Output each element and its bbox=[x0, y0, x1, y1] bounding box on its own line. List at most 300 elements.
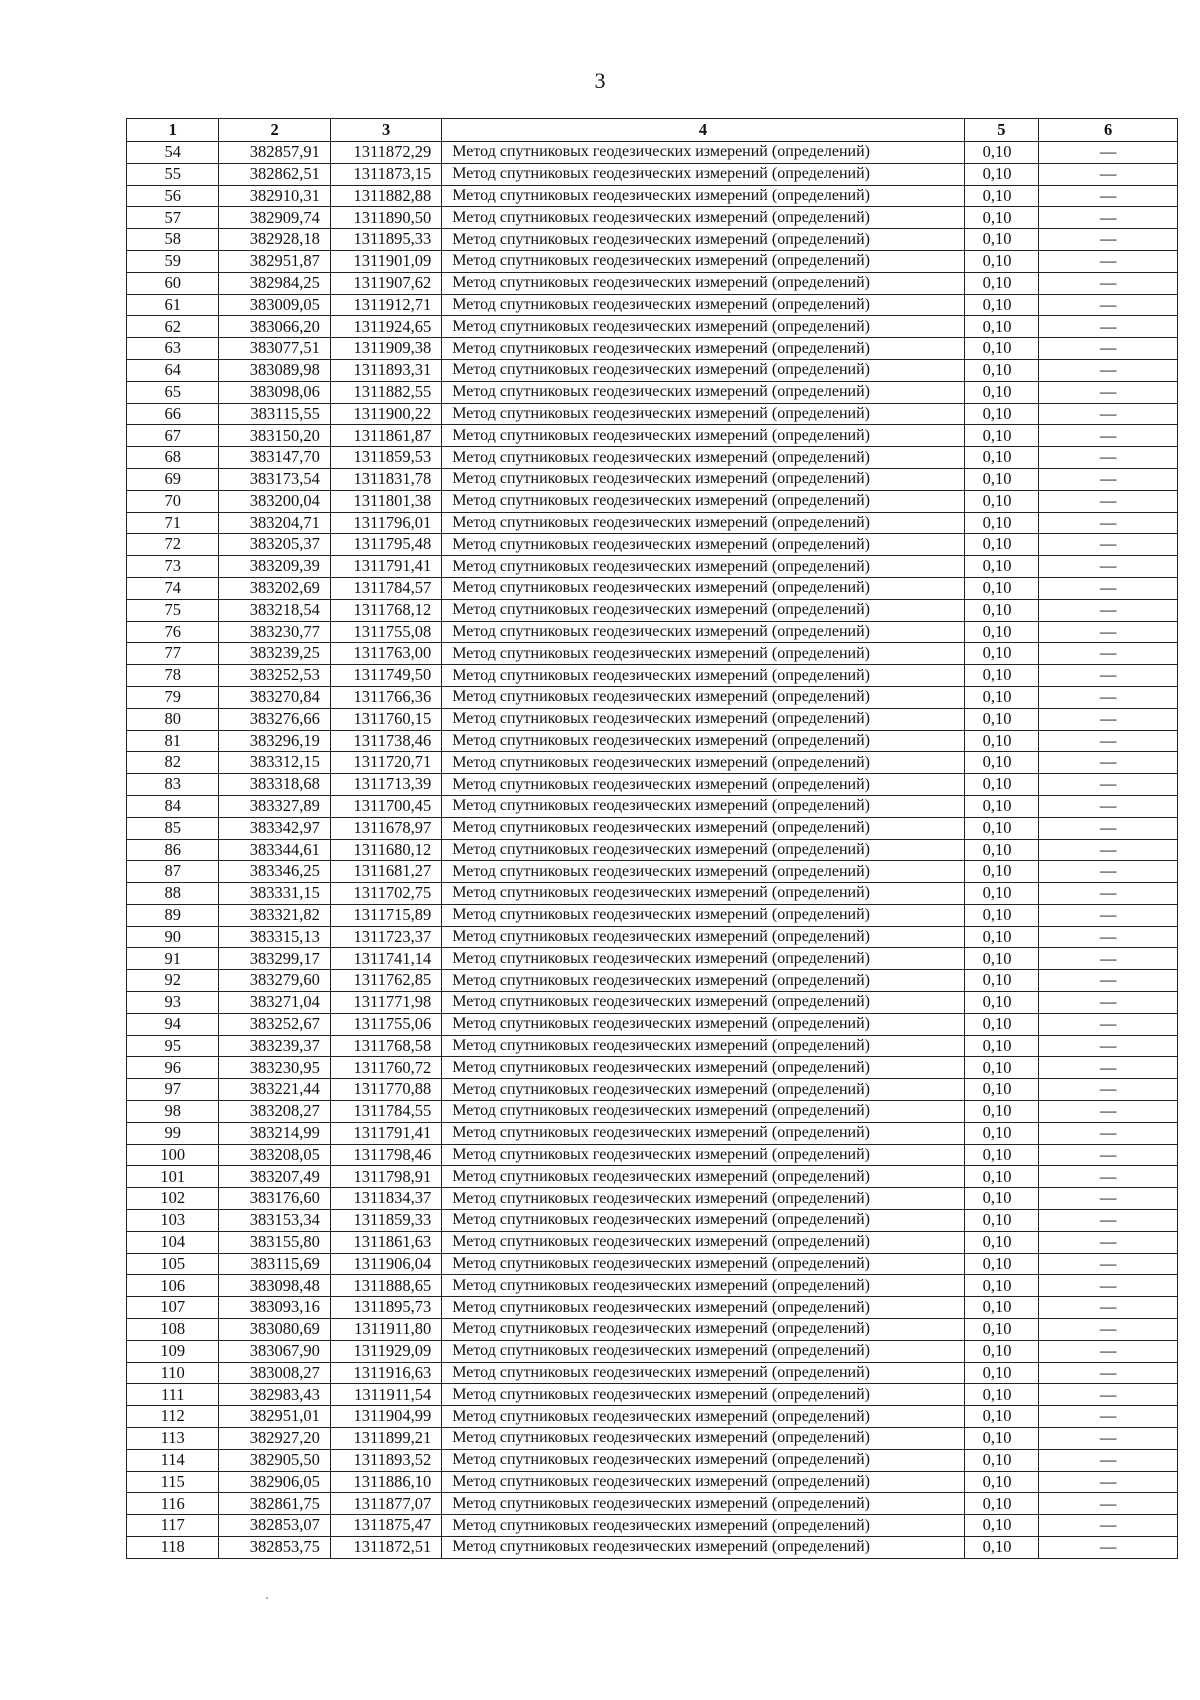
table-row bbox=[127, 207, 1178, 229]
table-row bbox=[127, 359, 1178, 381]
y-coordinate-cell: 1311795,48 bbox=[330, 534, 441, 556]
x-coordinate-cell: 383200,04 bbox=[219, 490, 330, 512]
y-coordinate-cell: 1311784,55 bbox=[330, 1101, 441, 1123]
point-number-cell: 86 bbox=[127, 839, 219, 861]
accuracy-cell: 0,10 bbox=[964, 1493, 1039, 1515]
accuracy-cell: 0,10 bbox=[964, 1384, 1039, 1406]
point-number-cell: 75 bbox=[127, 599, 219, 621]
accuracy-cell: 0,10 bbox=[964, 904, 1039, 926]
point-number-cell: 81 bbox=[127, 730, 219, 752]
method-cell: Метод спутниковых геодезических измерений (определений) bbox=[442, 1035, 964, 1057]
accuracy-cell: 0,10 bbox=[964, 1471, 1039, 1493]
scan-speck bbox=[266, 1597, 268, 1599]
accuracy-cell: 0,10 bbox=[964, 163, 1039, 185]
x-coordinate-cell: 383067,90 bbox=[219, 1340, 330, 1362]
accuracy-cell: 0,10 bbox=[964, 839, 1039, 861]
table-row bbox=[127, 1101, 1178, 1123]
note-cell: — bbox=[1039, 403, 1178, 425]
note-cell: — bbox=[1039, 229, 1178, 251]
x-coordinate-cell: 383147,70 bbox=[219, 447, 330, 469]
accuracy-cell: 0,10 bbox=[964, 1188, 1039, 1210]
accuracy-cell: 0,10 bbox=[964, 142, 1039, 164]
point-number-cell: 83 bbox=[127, 774, 219, 796]
x-coordinate-cell: 383296,19 bbox=[219, 730, 330, 752]
y-coordinate-cell: 1311877,07 bbox=[330, 1493, 441, 1515]
table-row bbox=[127, 142, 1178, 164]
point-number-cell: 63 bbox=[127, 338, 219, 360]
accuracy-cell: 0,10 bbox=[964, 708, 1039, 730]
point-number-cell: 78 bbox=[127, 665, 219, 687]
method-cell: Метод спутниковых геодезических измерений (определений) bbox=[442, 1188, 964, 1210]
y-coordinate-cell: 1311801,38 bbox=[330, 490, 441, 512]
point-number-cell: 104 bbox=[127, 1231, 219, 1253]
y-coordinate-cell: 1311916,63 bbox=[330, 1362, 441, 1384]
note-cell: — bbox=[1039, 425, 1178, 447]
table-row bbox=[127, 316, 1178, 338]
accuracy-cell: 0,10 bbox=[964, 621, 1039, 643]
x-coordinate-cell: 383205,37 bbox=[219, 534, 330, 556]
y-coordinate-cell: 1311861,87 bbox=[330, 425, 441, 447]
header-col-4: 4 bbox=[442, 119, 964, 142]
note-cell: — bbox=[1039, 708, 1178, 730]
point-number-cell: 55 bbox=[127, 163, 219, 185]
method-cell: Метод спутниковых геодезических измерений (определений) bbox=[442, 425, 964, 447]
table-row bbox=[127, 904, 1178, 926]
method-cell: Метод спутниковых геодезических измерений (определений) bbox=[442, 926, 964, 948]
y-coordinate-cell: 1311888,65 bbox=[330, 1275, 441, 1297]
x-coordinate-cell: 382853,07 bbox=[219, 1515, 330, 1537]
x-coordinate-cell: 383331,15 bbox=[219, 883, 330, 905]
method-cell: Метод спутниковых геодезических измерений (определений) bbox=[442, 142, 964, 164]
note-cell: — bbox=[1039, 1253, 1178, 1275]
method-cell: Метод спутниковых геодезических измерений (определений) bbox=[442, 229, 964, 251]
note-cell: — bbox=[1039, 1297, 1178, 1319]
table-header bbox=[127, 119, 1178, 142]
x-coordinate-cell: 382951,01 bbox=[219, 1406, 330, 1428]
note-cell: — bbox=[1039, 359, 1178, 381]
accuracy-cell: 0,10 bbox=[964, 447, 1039, 469]
method-cell: Метод спутниковых геодезических измерений (определений) bbox=[442, 577, 964, 599]
note-cell: — bbox=[1039, 381, 1178, 403]
x-coordinate-cell: 383093,16 bbox=[219, 1297, 330, 1319]
note-cell: — bbox=[1039, 621, 1178, 643]
note-cell: — bbox=[1039, 665, 1178, 687]
y-coordinate-cell: 1311796,01 bbox=[330, 512, 441, 534]
method-cell: Метод спутниковых геодезических измерений (определений) bbox=[442, 1537, 964, 1559]
table-row bbox=[127, 229, 1178, 251]
method-cell: Метод спутниковых геодезических измерений (определений) bbox=[442, 250, 964, 272]
x-coordinate-cell: 383155,80 bbox=[219, 1231, 330, 1253]
table-row bbox=[127, 1515, 1178, 1537]
x-coordinate-cell: 383239,37 bbox=[219, 1035, 330, 1057]
x-coordinate-cell: 383344,61 bbox=[219, 839, 330, 861]
accuracy-cell: 0,10 bbox=[964, 1079, 1039, 1101]
method-cell: Метод спутниковых геодезических измерений (определений) bbox=[442, 1101, 964, 1123]
y-coordinate-cell: 1311893,52 bbox=[330, 1449, 441, 1471]
method-cell: Метод спутниковых геодезических измерений (определений) bbox=[442, 1122, 964, 1144]
point-number-cell: 102 bbox=[127, 1188, 219, 1210]
method-cell: Метод спутниковых геодезических измерений (определений) bbox=[442, 904, 964, 926]
point-number-cell: 64 bbox=[127, 359, 219, 381]
note-cell: — bbox=[1039, 577, 1178, 599]
y-coordinate-cell: 1311911,80 bbox=[330, 1319, 441, 1341]
y-coordinate-cell: 1311911,54 bbox=[330, 1384, 441, 1406]
header-col-2: 2 bbox=[219, 119, 330, 142]
table-row bbox=[127, 447, 1178, 469]
accuracy-cell: 0,10 bbox=[964, 665, 1039, 687]
method-cell: Метод спутниковых геодезических измерений (определений) bbox=[442, 1362, 964, 1384]
y-coordinate-cell: 1311895,33 bbox=[330, 229, 441, 251]
point-number-cell: 99 bbox=[127, 1122, 219, 1144]
table-row bbox=[127, 1537, 1178, 1559]
table-row bbox=[127, 861, 1178, 883]
table-row bbox=[127, 708, 1178, 730]
point-number-cell: 100 bbox=[127, 1144, 219, 1166]
note-cell: — bbox=[1039, 795, 1178, 817]
x-coordinate-cell: 383153,34 bbox=[219, 1210, 330, 1232]
x-coordinate-cell: 383202,69 bbox=[219, 577, 330, 599]
method-cell: Метод спутниковых геодезических измерений (определений) bbox=[442, 1210, 964, 1232]
x-coordinate-cell: 383218,54 bbox=[219, 599, 330, 621]
accuracy-cell: 0,10 bbox=[964, 1449, 1039, 1471]
y-coordinate-cell: 1311899,21 bbox=[330, 1428, 441, 1450]
method-cell: Метод спутниковых геодезических измерений (определений) bbox=[442, 1384, 964, 1406]
x-coordinate-cell: 382928,18 bbox=[219, 229, 330, 251]
x-coordinate-cell: 383150,20 bbox=[219, 425, 330, 447]
y-coordinate-cell: 1311762,85 bbox=[330, 970, 441, 992]
note-cell: — bbox=[1039, 534, 1178, 556]
point-number-cell: 105 bbox=[127, 1253, 219, 1275]
x-coordinate-cell: 383252,67 bbox=[219, 1013, 330, 1035]
table-row bbox=[127, 468, 1178, 490]
point-number-cell: 113 bbox=[127, 1428, 219, 1450]
point-number-cell: 97 bbox=[127, 1079, 219, 1101]
note-cell: — bbox=[1039, 643, 1178, 665]
point-number-cell: 108 bbox=[127, 1319, 219, 1341]
note-cell: — bbox=[1039, 1188, 1178, 1210]
note-cell: — bbox=[1039, 207, 1178, 229]
y-coordinate-cell: 1311766,36 bbox=[330, 686, 441, 708]
header-col-6: 6 bbox=[1039, 119, 1178, 142]
y-coordinate-cell: 1311720,71 bbox=[330, 752, 441, 774]
note-cell: — bbox=[1039, 512, 1178, 534]
table-row bbox=[127, 1362, 1178, 1384]
accuracy-cell: 0,10 bbox=[964, 1210, 1039, 1232]
point-number-cell: 96 bbox=[127, 1057, 219, 1079]
accuracy-cell: 0,10 bbox=[964, 1275, 1039, 1297]
x-coordinate-cell: 383230,95 bbox=[219, 1057, 330, 1079]
point-number-cell: 85 bbox=[127, 817, 219, 839]
point-number-cell: 60 bbox=[127, 272, 219, 294]
table-row bbox=[127, 1493, 1178, 1515]
table-row bbox=[127, 1166, 1178, 1188]
accuracy-cell: 0,10 bbox=[964, 926, 1039, 948]
method-cell: Метод спутниковых геодезических измерений (определений) bbox=[442, 839, 964, 861]
y-coordinate-cell: 1311900,22 bbox=[330, 403, 441, 425]
table-row bbox=[127, 1275, 1178, 1297]
y-coordinate-cell: 1311798,46 bbox=[330, 1144, 441, 1166]
accuracy-cell: 0,10 bbox=[964, 1406, 1039, 1428]
note-cell: — bbox=[1039, 861, 1178, 883]
method-cell: Метод спутниковых геодезических измерений (определений) bbox=[442, 447, 964, 469]
point-number-cell: 89 bbox=[127, 904, 219, 926]
y-coordinate-cell: 1311755,08 bbox=[330, 621, 441, 643]
note-cell: — bbox=[1039, 1515, 1178, 1537]
accuracy-cell: 0,10 bbox=[964, 556, 1039, 578]
accuracy-cell: 0,10 bbox=[964, 1144, 1039, 1166]
point-number-cell: 95 bbox=[127, 1035, 219, 1057]
method-cell: Метод спутниковых геодезических измерений (определений) bbox=[442, 272, 964, 294]
table-row bbox=[127, 774, 1178, 796]
x-coordinate-cell: 383204,71 bbox=[219, 512, 330, 534]
method-cell: Метод спутниковых геодезических измерений (определений) bbox=[442, 599, 964, 621]
x-coordinate-cell: 383239,25 bbox=[219, 643, 330, 665]
point-number-cell: 76 bbox=[127, 621, 219, 643]
table-row bbox=[127, 403, 1178, 425]
accuracy-cell: 0,10 bbox=[964, 294, 1039, 316]
table-row bbox=[127, 1035, 1178, 1057]
point-number-cell: 107 bbox=[127, 1297, 219, 1319]
method-cell: Метод спутниковых геодезических измерений (определений) bbox=[442, 185, 964, 207]
note-cell: — bbox=[1039, 774, 1178, 796]
note-cell: — bbox=[1039, 904, 1178, 926]
accuracy-cell: 0,10 bbox=[964, 1515, 1039, 1537]
point-number-cell: 82 bbox=[127, 752, 219, 774]
table-row bbox=[127, 490, 1178, 512]
table-row bbox=[127, 185, 1178, 207]
method-cell: Метод спутниковых геодезических измерений (определений) bbox=[442, 708, 964, 730]
point-number-cell: 67 bbox=[127, 425, 219, 447]
table-row bbox=[127, 599, 1178, 621]
accuracy-cell: 0,10 bbox=[964, 861, 1039, 883]
table-row bbox=[127, 425, 1178, 447]
y-coordinate-cell: 1311681,27 bbox=[330, 861, 441, 883]
method-cell: Метод спутниковых геодезических измерений (определений) bbox=[442, 534, 964, 556]
table-row bbox=[127, 621, 1178, 643]
table-row bbox=[127, 556, 1178, 578]
point-number-cell: 59 bbox=[127, 250, 219, 272]
point-number-cell: 114 bbox=[127, 1449, 219, 1471]
y-coordinate-cell: 1311738,46 bbox=[330, 730, 441, 752]
accuracy-cell: 0,10 bbox=[964, 1319, 1039, 1341]
y-coordinate-cell: 1311831,78 bbox=[330, 468, 441, 490]
table-row bbox=[127, 338, 1178, 360]
accuracy-cell: 0,10 bbox=[964, 795, 1039, 817]
note-cell: — bbox=[1039, 1384, 1178, 1406]
method-cell: Метод спутниковых геодезических измерений (определений) bbox=[442, 861, 964, 883]
y-coordinate-cell: 1311875,47 bbox=[330, 1515, 441, 1537]
method-cell: Метод спутниковых геодезических измерений (определений) bbox=[442, 468, 964, 490]
point-number-cell: 112 bbox=[127, 1406, 219, 1428]
note-cell: — bbox=[1039, 1471, 1178, 1493]
note-cell: — bbox=[1039, 1275, 1178, 1297]
table-row bbox=[127, 1319, 1178, 1341]
table-row bbox=[127, 1079, 1178, 1101]
x-coordinate-cell: 383279,60 bbox=[219, 970, 330, 992]
note-cell: — bbox=[1039, 970, 1178, 992]
x-coordinate-cell: 382927,20 bbox=[219, 1428, 330, 1450]
x-coordinate-cell: 383077,51 bbox=[219, 338, 330, 360]
x-coordinate-cell: 383098,06 bbox=[219, 381, 330, 403]
point-number-cell: 118 bbox=[127, 1537, 219, 1559]
x-coordinate-cell: 383008,27 bbox=[219, 1362, 330, 1384]
x-coordinate-cell: 383098,48 bbox=[219, 1275, 330, 1297]
table-row bbox=[127, 1057, 1178, 1079]
y-coordinate-cell: 1311890,50 bbox=[330, 207, 441, 229]
table-row bbox=[127, 250, 1178, 272]
y-coordinate-cell: 1311859,33 bbox=[330, 1210, 441, 1232]
table-row bbox=[127, 1210, 1178, 1232]
y-coordinate-cell: 1311755,06 bbox=[330, 1013, 441, 1035]
method-cell: Метод спутниковых геодезических измерений (определений) bbox=[442, 338, 964, 360]
accuracy-cell: 0,10 bbox=[964, 316, 1039, 338]
method-cell: Метод спутниковых геодезических измерений (определений) bbox=[442, 665, 964, 687]
x-coordinate-cell: 383299,17 bbox=[219, 948, 330, 970]
method-cell: Метод спутниковых геодезических измерений (определений) bbox=[442, 1428, 964, 1450]
table-row bbox=[127, 752, 1178, 774]
accuracy-cell: 0,10 bbox=[964, 643, 1039, 665]
note-cell: — bbox=[1039, 1340, 1178, 1362]
note-cell: — bbox=[1039, 1319, 1178, 1341]
table-row bbox=[127, 992, 1178, 1014]
x-coordinate-cell: 383230,77 bbox=[219, 621, 330, 643]
accuracy-cell: 0,10 bbox=[964, 1057, 1039, 1079]
table-row bbox=[127, 643, 1178, 665]
table-row bbox=[127, 1384, 1178, 1406]
point-number-cell: 90 bbox=[127, 926, 219, 948]
point-number-cell: 68 bbox=[127, 447, 219, 469]
method-cell: Метод спутниковых геодезических измерений (определений) bbox=[442, 1166, 964, 1188]
y-coordinate-cell: 1311906,04 bbox=[330, 1253, 441, 1275]
y-coordinate-cell: 1311713,39 bbox=[330, 774, 441, 796]
x-coordinate-cell: 383342,97 bbox=[219, 817, 330, 839]
y-coordinate-cell: 1311715,89 bbox=[330, 904, 441, 926]
y-coordinate-cell: 1311912,71 bbox=[330, 294, 441, 316]
x-coordinate-cell: 383315,13 bbox=[219, 926, 330, 948]
table-row bbox=[127, 294, 1178, 316]
note-cell: — bbox=[1039, 556, 1178, 578]
point-number-cell: 61 bbox=[127, 294, 219, 316]
method-cell: Метод спутниковых геодезических измерений (определений) bbox=[442, 163, 964, 185]
y-coordinate-cell: 1311872,29 bbox=[330, 142, 441, 164]
method-cell: Метод спутниковых геодезических измерений (определений) bbox=[442, 1275, 964, 1297]
y-coordinate-cell: 1311678,97 bbox=[330, 817, 441, 839]
accuracy-cell: 0,10 bbox=[964, 948, 1039, 970]
y-coordinate-cell: 1311702,75 bbox=[330, 883, 441, 905]
note-cell: — bbox=[1039, 1035, 1178, 1057]
point-number-cell: 80 bbox=[127, 708, 219, 730]
point-number-cell: 57 bbox=[127, 207, 219, 229]
y-coordinate-cell: 1311798,91 bbox=[330, 1166, 441, 1188]
point-number-cell: 94 bbox=[127, 1013, 219, 1035]
note-cell: — bbox=[1039, 163, 1178, 185]
note-cell: — bbox=[1039, 839, 1178, 861]
x-coordinate-cell: 382905,50 bbox=[219, 1449, 330, 1471]
table-row bbox=[127, 1122, 1178, 1144]
accuracy-cell: 0,10 bbox=[964, 1035, 1039, 1057]
x-coordinate-cell: 383208,27 bbox=[219, 1101, 330, 1123]
note-cell: — bbox=[1039, 447, 1178, 469]
y-coordinate-cell: 1311872,51 bbox=[330, 1537, 441, 1559]
accuracy-cell: 0,10 bbox=[964, 599, 1039, 621]
note-cell: — bbox=[1039, 817, 1178, 839]
table-row bbox=[127, 665, 1178, 687]
accuracy-cell: 0,10 bbox=[964, 1231, 1039, 1253]
method-cell: Метод спутниковых геодезических измерений (определений) bbox=[442, 1515, 964, 1537]
method-cell: Метод спутниковых геодезических измерений (определений) bbox=[442, 948, 964, 970]
table-row bbox=[127, 839, 1178, 861]
note-cell: — bbox=[1039, 250, 1178, 272]
point-number-cell: 93 bbox=[127, 992, 219, 1014]
point-number-cell: 71 bbox=[127, 512, 219, 534]
table-row bbox=[127, 1297, 1178, 1319]
method-cell: Метод спутниковых геодезических измерений (определений) bbox=[442, 1493, 964, 1515]
accuracy-cell: 0,10 bbox=[964, 1013, 1039, 1035]
accuracy-cell: 0,10 bbox=[964, 490, 1039, 512]
accuracy-cell: 0,10 bbox=[964, 1297, 1039, 1319]
x-coordinate-cell: 382983,43 bbox=[219, 1384, 330, 1406]
y-coordinate-cell: 1311784,57 bbox=[330, 577, 441, 599]
point-number-cell: 91 bbox=[127, 948, 219, 970]
note-cell: — bbox=[1039, 1057, 1178, 1079]
x-coordinate-cell: 383066,20 bbox=[219, 316, 330, 338]
y-coordinate-cell: 1311909,38 bbox=[330, 338, 441, 360]
table-row bbox=[127, 1406, 1178, 1428]
point-number-cell: 98 bbox=[127, 1101, 219, 1123]
x-coordinate-cell: 383207,49 bbox=[219, 1166, 330, 1188]
method-cell: Метод спутниковых геодезических измерений (определений) bbox=[442, 1079, 964, 1101]
table-row bbox=[127, 534, 1178, 556]
method-cell: Метод спутниковых геодезических измерений (определений) bbox=[442, 686, 964, 708]
y-coordinate-cell: 1311791,41 bbox=[330, 1122, 441, 1144]
accuracy-cell: 0,10 bbox=[964, 512, 1039, 534]
table-row bbox=[127, 1188, 1178, 1210]
accuracy-cell: 0,10 bbox=[964, 752, 1039, 774]
method-cell: Метод спутниковых геодезических измерений (определений) bbox=[442, 512, 964, 534]
x-coordinate-cell: 383173,54 bbox=[219, 468, 330, 490]
x-coordinate-cell: 383312,15 bbox=[219, 752, 330, 774]
note-cell: — bbox=[1039, 1231, 1178, 1253]
note-cell: — bbox=[1039, 338, 1178, 360]
method-cell: Метод спутниковых геодезических измерений (определений) bbox=[442, 381, 964, 403]
point-number-cell: 65 bbox=[127, 381, 219, 403]
point-number-cell: 84 bbox=[127, 795, 219, 817]
method-cell: Метод спутниковых геодезических измерений (определений) bbox=[442, 556, 964, 578]
accuracy-cell: 0,10 bbox=[964, 534, 1039, 556]
table-row bbox=[127, 1144, 1178, 1166]
x-coordinate-cell: 383080,69 bbox=[219, 1319, 330, 1341]
point-number-cell: 110 bbox=[127, 1362, 219, 1384]
x-coordinate-cell: 383252,53 bbox=[219, 665, 330, 687]
accuracy-cell: 0,10 bbox=[964, 468, 1039, 490]
method-cell: Метод спутниковых геодезических измерений (определений) bbox=[442, 316, 964, 338]
method-cell: Метод спутниковых геодезических измерений (определений) bbox=[442, 490, 964, 512]
point-number-cell: 66 bbox=[127, 403, 219, 425]
accuracy-cell: 0,10 bbox=[964, 207, 1039, 229]
y-coordinate-cell: 1311791,41 bbox=[330, 556, 441, 578]
point-number-cell: 79 bbox=[127, 686, 219, 708]
y-coordinate-cell: 1311760,15 bbox=[330, 708, 441, 730]
x-coordinate-cell: 382909,74 bbox=[219, 207, 330, 229]
method-cell: Метод спутниковых геодезических измерений (определений) bbox=[442, 883, 964, 905]
y-coordinate-cell: 1311768,58 bbox=[330, 1035, 441, 1057]
method-cell: Метод спутниковых геодезических измерений (определений) bbox=[442, 1057, 964, 1079]
accuracy-cell: 0,10 bbox=[964, 381, 1039, 403]
y-coordinate-cell: 1311749,50 bbox=[330, 665, 441, 687]
method-cell: Метод спутниковых геодезических измерений (определений) bbox=[442, 1471, 964, 1493]
note-cell: — bbox=[1039, 1079, 1178, 1101]
table-row bbox=[127, 817, 1178, 839]
